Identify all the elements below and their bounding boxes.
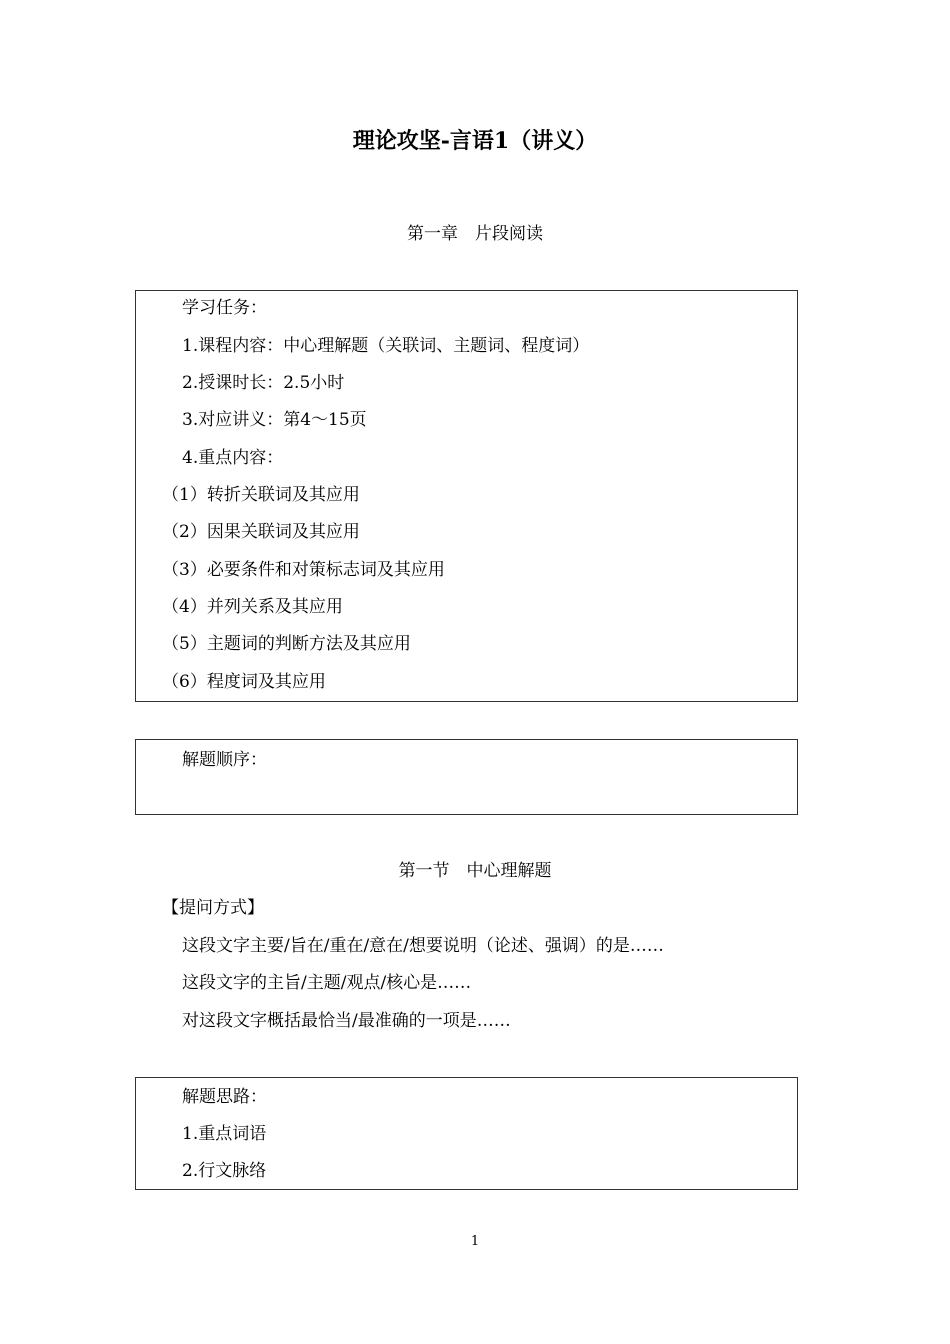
task-item: 3.对应讲义：第4～15页 xyxy=(182,410,367,430)
task-heading: 学习任务： xyxy=(182,298,267,318)
approach-heading: 解题思路： xyxy=(182,1087,267,1107)
task-subitem: （2）因果关联词及其应用 xyxy=(162,522,360,542)
approach-item: 2.行文脉络 xyxy=(182,1161,267,1181)
question-style-line: 这段文字主要/旨在/重在/意在/想要说明（论述、强调）的是…… xyxy=(182,936,664,956)
question-style-line: 对这段文字概括最恰当/最准确的一项是…… xyxy=(182,1011,511,1031)
task-item: 1.课程内容：中心理解题（关联词、主题词、程度词） xyxy=(182,336,590,356)
question-style-heading: 【提问方式】 xyxy=(162,898,264,918)
document-title: 理论攻坚-言语1（讲义） xyxy=(352,128,598,154)
task-item: 4.重点内容： xyxy=(182,448,284,468)
task-subitem: （6）程度词及其应用 xyxy=(162,672,326,692)
task-subitem: （4）并列关系及其应用 xyxy=(162,597,343,617)
task-subitem: （5）主题词的判断方法及其应用 xyxy=(162,634,411,654)
order-heading: 解题顺序： xyxy=(182,750,267,770)
task-item: 2.授课时长：2.5小时 xyxy=(182,373,345,393)
section-heading: 第一节 中心理解题 xyxy=(398,861,552,881)
task-subitem: （3）必要条件和对策标志词及其应用 xyxy=(162,560,445,580)
question-style-line: 这段文字的主旨/主题/观点/核心是…… xyxy=(182,973,472,993)
task-subitem: （1）转折关联词及其应用 xyxy=(162,485,360,505)
page-number: 1 xyxy=(470,1234,480,1249)
chapter-heading: 第一章 片段阅读 xyxy=(407,224,543,244)
approach-item: 1.重点词语 xyxy=(182,1124,267,1144)
